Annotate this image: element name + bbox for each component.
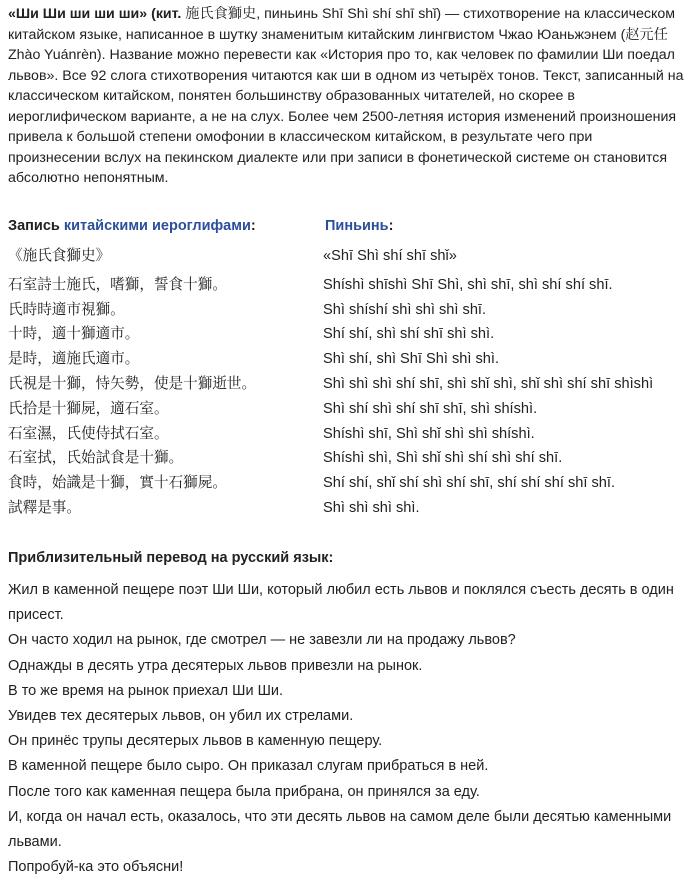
translation-heading: Приблизительный перевод на русский язык: [8,550,334,566]
abbr-link[interactable]: (кит. [151,6,182,22]
hanzi-line: 氏時時適市視獅。 [8,301,125,318]
pinyin-line: Shíshì shì, Shì shǐ shì shí shì shí shī. [323,450,563,467]
translation-list [8,578,688,880]
pinyin-line: Shíshì shīshì Shī Shì, shì shī, shì shí shí shī. [323,276,613,293]
pinyin-line: Shì shì shì shì. [323,499,420,516]
translation-line: Попробуй-ка это объясни! [8,859,184,876]
pinyin-line: Shí shí, shǐ shí shì shí shī, shí shí shí shī shī. [323,475,616,492]
pinyin-line: «Shī Shì shí shī shǐ» [323,248,457,264]
hanzi-link[interactable]: китайскими иероглифами [63,218,251,234]
intro-paragraph [8,4,688,189]
translation-line: И, когда он начал есть, оказалось, что эти десять львов на самом деле были десятью каменными львами. [8,808,672,851]
heading-prefix: Запись [8,218,64,234]
hanzi-line: 石室濕，氏使侍拭石室。 [8,425,169,442]
translation-line: В каменной пещере было сыро. Он приказал слугам прибраться в ней. [8,758,489,775]
hanzi-heading [8,218,256,234]
pinyin-line: Shíshì shī, Shì shǐ shì shì shíshì. [323,425,535,442]
hanzi-line: 石室拭，氏始試食是十獅。 [8,450,184,467]
pinyin-line: Shì shì shì shí shī, shì shǐ shì, shǐ shì shí shī shìshì [323,375,654,392]
heading-suffix: : [250,218,256,234]
hanzi-column [8,244,256,521]
pinyin-line: Shì shí, shì Shī Shì shì shì. [323,351,500,368]
hanzi-line: 食時，始識是十獅，實十石獅屍。 [8,475,227,492]
article-title: «Ши Ши ши ши ши» [8,6,148,22]
hanzi-line: 是時，適施氏適市。 [8,351,140,368]
intro-text: 施氏食獅史, пиньинь Shī Shì shí shī shǐ) — стихотворение на классическом китайском языке, написанное в шутку знаменитым китайским лингвистом Чжао Юаньжэнем (赵元任 Zhào Yuánrèn). Название можно перевести как «История про то, как человек по фамилии Ши поедал львов». Все 92 слога стихотворения читаются как ши в одном из четырёх тонов. Текст, записанный на классическом китайском, понятен большинству образованных читателей, но скорее в иероглифическом варианте, а не на слух. Более чем 2500-летняя история изменений произношения привела к большой степени омофонии в классическом китайском, в результате чего при произнесении вслух на пекинском диалекте или при записи в фонетической системе он становится абсолютно непонятным. [8,6,684,186]
hanzi-line: 氏拾是十獅屍，適石室。 [8,400,169,417]
translation-line: В то же время на рынок приехал Ши Ши. [8,682,284,699]
hanzi-line: 《施氏食獅史》 [8,248,111,264]
pinyin-line: Shí shí, shì shí shī shì shì. [323,326,495,343]
pinyin-link[interactable]: Пиньинь [325,218,389,234]
translation-line: Жил в каменной пещере поэт Ши Ши, который любил есть львов и поклялся съесть десять в один присест. [8,582,674,624]
pinyin-column [323,244,653,521]
translation-line: Он принёс трупы десятерых львов в каменную пещеру. [8,733,383,750]
hanzi-line: 氏視是十獅，恃矢勢，使是十獅逝世。 [8,375,257,392]
hanzi-line: 十時，適十獅適市。 [8,326,140,343]
hanzi-line: 石室詩士施氏，嗜獅，誓食十獅。 [8,276,227,293]
translation-line: Он часто ходил на рынок, где смотрел — не завезли ли на продажу львов? [8,632,516,649]
heading-suffix: : [388,218,394,234]
pinyin-line: Shì shí shì shí shī shī, shì shíshì. [323,400,538,417]
pinyin-heading [325,218,393,234]
pinyin-line: Shì shíshí shì shì shì shī. [323,301,487,318]
translation-line: После того как каменная пещера была прибрана, он принялся за еду. [8,783,480,800]
hanzi-line: 試釋是事。 [8,499,81,516]
translation-line: Увидев тех десятерых львов, он убил их стрелами. [8,708,354,725]
translation-line: Однажды в десять утра десятерых львов привезли на рынок. [8,657,423,674]
